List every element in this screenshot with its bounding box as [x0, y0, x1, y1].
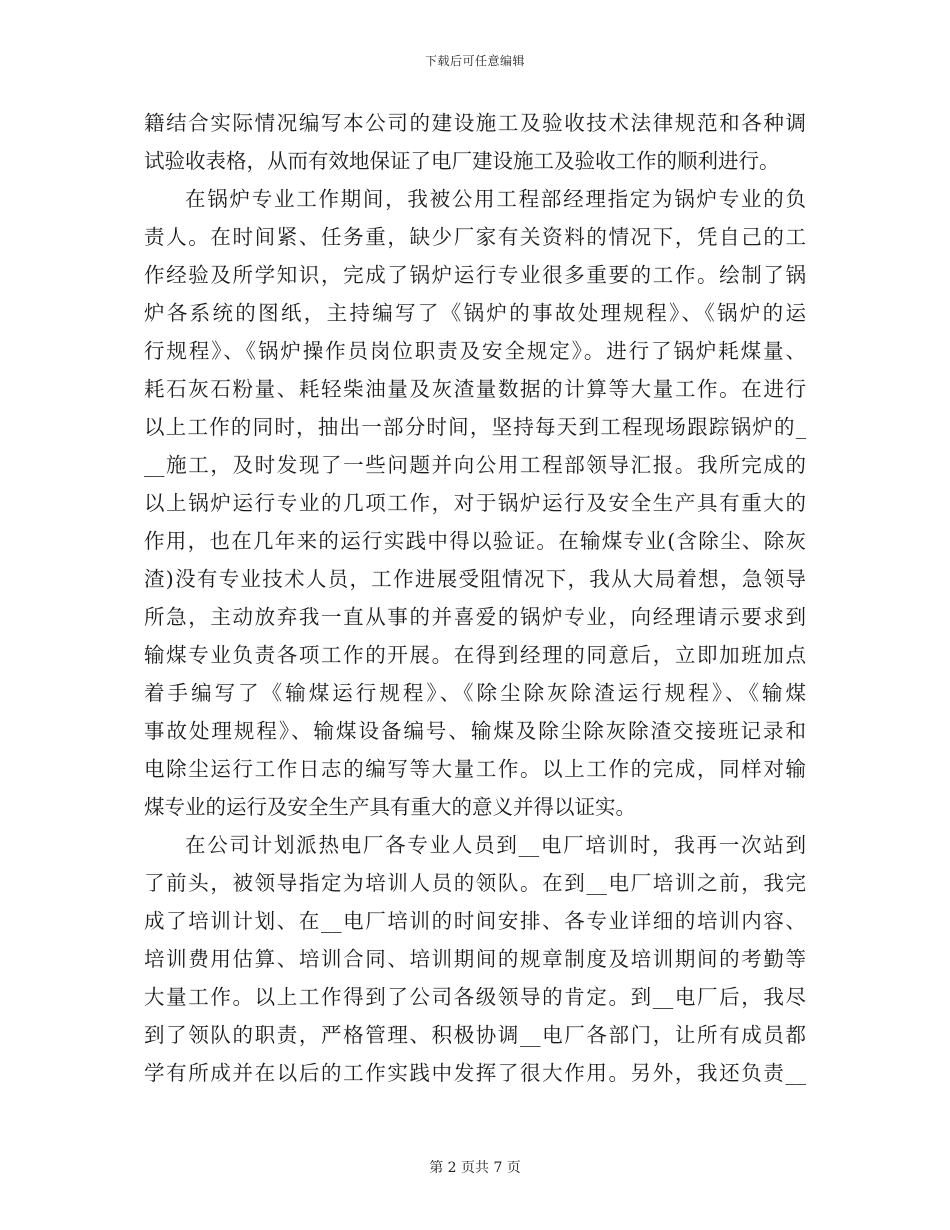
- page-number: 第 2 页共 7 页: [429, 1160, 521, 1176]
- text-line: 到了领队的职责，严格管理、积极协调__电厂各部门，让所有成员都: [144, 1023, 806, 1047]
- text-line: 耗石灰石粉量、耗轻柴油量及灰渣量数据的计算等大量工作。在进行: [144, 377, 806, 401]
- text-line: 以上锅炉运行专业的几项工作，对于锅炉运行及安全生产具有重大的: [144, 491, 806, 515]
- text-line: 以上工作的同时，抽出一部分时间，坚持每天到工程现场跟踪锅炉的_: [144, 415, 806, 439]
- text-line: 作用，也在几年来的运行实践中得以验证。在输煤专业(含除尘、除灰: [144, 529, 806, 553]
- text-line: 事故处理规程》、输煤设备编号、输煤及除尘除灰除渣交接班记录和: [144, 719, 806, 743]
- page-header: 下载后可任意编辑: [424, 54, 525, 68]
- text-line: __施工，及时发现了一些问题并向公用工程部领导汇报。我所完成的: [144, 453, 806, 477]
- text-line: 所急，主动放弃我一直从事的并喜爱的锅炉专业，向经理请示要求到: [144, 605, 806, 629]
- text-line: 培训费用估算、培训合同、培训期间的规章制度及培训期间的考勤等: [144, 947, 806, 971]
- text-line: 试验收表格，从而有效地保证了电厂建设施工及验收工作的顺利进行。: [144, 149, 780, 173]
- text-line: 煤专业的运行及安全生产具有重大的意义并得以证实。: [144, 795, 636, 819]
- text-line: 了前头，被领导指定为培训人员的领队。在到__电厂培训之前，我完: [144, 871, 806, 895]
- text-line: 学有所成并在以后的工作实践中发挥了很大作用。另外，我还负责__: [144, 1061, 806, 1085]
- text-line: 电除尘运行工作日志的编写等大量工作。以上工作的完成，同样对输: [144, 757, 806, 781]
- text-line: 行规程》、《锅炉操作员岗位职责及安全规定》。进行了锅炉耗煤量、: [144, 339, 806, 363]
- text-line: 成了培训计划、在__电厂培训的时间安排、各专业详细的培训内容、: [144, 909, 806, 933]
- text-line: 渣)没有专业技术人员，工作进展受阻情况下，我从大局着想，急领导: [144, 567, 806, 591]
- text-line: 着手编写了《输煤运行规程》、《除尘除灰除渣运行规程》、《输煤: [144, 681, 806, 705]
- text-line: 大量工作。以上工作得到了公司各级领导的肯定。到__电厂后，我尽: [144, 985, 806, 1009]
- paragraph-first-line: 在锅炉专业工作期间，我被公用工程部经理指定为锅炉专业的负: [185, 187, 806, 211]
- paragraph-first-line: 在公司计划派热电厂各专业人员到__电厂培训时，我再一次站到: [185, 833, 806, 857]
- text-line: 炉各系统的图纸，主持编写了《锅炉的事故处理规程》、《锅炉的运: [144, 301, 806, 325]
- text-line: 作经验及所学知识，完成了锅炉运行专业很多重要的工作。绘制了锅: [144, 263, 806, 287]
- text-line: 籍结合实际情况编写本公司的建设施工及验收技术法律规范和各种调: [144, 111, 806, 135]
- document-body: [144, 104, 806, 1092]
- text-line: 输煤专业负责各项工作的开展。在得到经理的同意后，立即加班加点: [144, 643, 806, 667]
- text-line: 责人。在时间紧、任务重，缺少厂家有关资料的情况下，凭自己的工: [144, 225, 806, 249]
